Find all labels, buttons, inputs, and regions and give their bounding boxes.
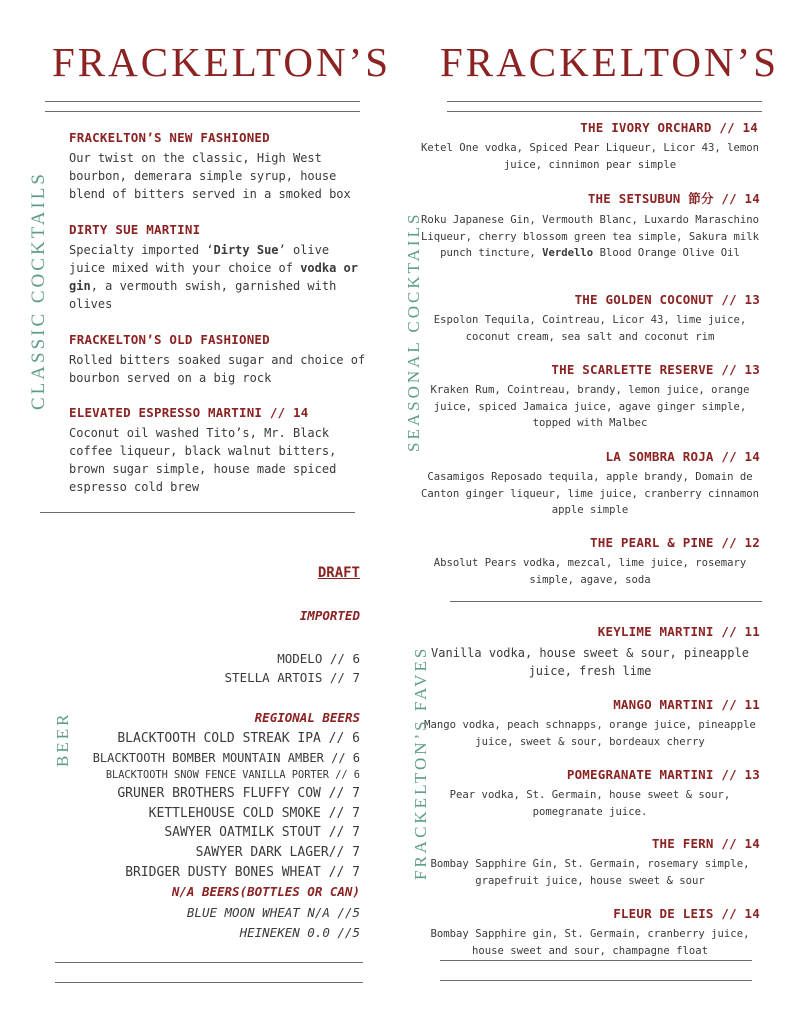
item-desc: Bombay Sapphire gin, St. Germain, cranberry juice, house sweet and sour, champagne float [430, 928, 750, 957]
menu-item [69, 332, 369, 387]
item-desc: Mango vodka, peach schnapps, orange juice, pineapple juice, sweet & sour, bordeaux cherry [424, 719, 756, 748]
beer-item: BLUE MOON WHEAT N/A //5 [186, 905, 360, 920]
item-name: LA SOMBRA ROJA // 14 [605, 449, 760, 464]
beer-item: BLACKTOOTH COLD STREAK IPA // 6 [117, 731, 360, 746]
menu-item [420, 697, 760, 750]
item-desc: Specialty imported ‘Dirty Sue’ olive juice mixed with your choice of vodka or gin, a vermouth swish, garnished with olives [69, 243, 358, 311]
divider [447, 101, 762, 102]
imported-heading: IMPORTED [299, 608, 360, 623]
item-name: ELEVATED ESPRESSO MARTINI // 14 [69, 405, 309, 420]
item-desc: Espolon Tequila, Cointreau, Licor 43, lime juice, coconut cream, sea salt and coconut rim [433, 314, 747, 343]
item-name: MANGO MARTINI // 11 [613, 697, 760, 712]
item-name: THE SETSUBUN 節分 // 14 [587, 191, 760, 206]
section-label-faves: FRACKELTON’S FAVES [411, 645, 430, 880]
beer-item: BLACKTOOTH BOMBER MOUNTAIN AMBER // 6 [92, 751, 360, 765]
beer-item: KETTLEHOUSE COLD SMOKE // 7 [148, 806, 360, 821]
menu-item [420, 189, 760, 262]
divider [440, 980, 752, 981]
item-name: THE IVORY ORCHARD // 14 [580, 120, 758, 135]
item-desc: Our twist on the classic, High West bourbon, demerara simple syrup, house blend of bitters served in a smoked box [69, 151, 351, 201]
menu-item [420, 120, 760, 173]
menu-item [420, 836, 760, 889]
na-heading: N/A BEERS(BOTTLES OR CAN) [171, 884, 360, 899]
menu-item [420, 535, 760, 588]
menu-item [420, 624, 760, 680]
item-desc: Rolled bitters soaked sugar and choice of bourbon served on a big rock [69, 353, 366, 385]
menu-item [420, 292, 760, 345]
item-desc: Pear vodka, St. Germain, house sweet & sour, pomegranate juice. [449, 789, 731, 818]
beer-item: HEINEKEN 0.0 //5 [239, 925, 360, 940]
beer-item: SAWYER DARK LAGER// 7 [195, 845, 360, 860]
item-name: THE PEARL & PINE // 12 [590, 535, 760, 550]
menu-item [420, 449, 760, 519]
item-name: THE GOLDEN COCONUT // 13 [574, 292, 760, 307]
item-desc: Bombay Sapphire Gin, St. Germain, rosemary simple, grapefruit juice, house sweet & sour [430, 858, 750, 887]
divider [440, 960, 752, 961]
item-desc: Kraken Rum, Cointreau, brandy, lemon juice, orange juice, spiced Jamaica juice, agave ginger simple, topped with Malbec [430, 384, 750, 429]
right-title: FRACKELTON’S [440, 39, 780, 85]
item-name: THE SCARLETTE RESERVE // 13 [551, 362, 760, 377]
item-desc: Ketel One vodka, Spiced Pear Liqueur, Licor 43, lemon juice, cinnimon pear simple [420, 142, 760, 171]
item-desc: Absolut Pears vodka, mezcal, lime juice, rosemary simple, agave, soda [433, 557, 747, 586]
item-name: KEYLIME MARTINI // 11 [597, 624, 760, 639]
section-label-seasonal: SEASONAL COCKTAILS [404, 211, 423, 452]
divider [55, 962, 363, 963]
regional-heading: REGIONAL BEERS [254, 710, 360, 725]
item-name: FRACKELTON’S NEW FASHIONED [69, 130, 270, 145]
divider [45, 101, 360, 102]
menu-item [69, 222, 369, 313]
item-desc: Roku Japanese Gin, Vermouth Blanc, Luxardo Maraschino Liqueur, cherry blossom green tea simple, Sakura milk punch tincture, Verdello Blood Orange Olive Oil [420, 214, 760, 259]
menu-item [69, 405, 369, 496]
draft-heading: DRAFT [317, 565, 360, 581]
beer-item: SAWYER OATMILK STOUT // 7 [164, 825, 360, 840]
beer-item: STELLA ARTOIS // 7 [224, 670, 360, 685]
item-desc: Vanilla vodka, house sweet & sour, pineapple juice, fresh lime [431, 646, 749, 678]
item-name: FLEUR DE LEIS // 14 [613, 906, 760, 921]
item-name: POMEGRANATE MARTINI // 13 [566, 767, 760, 782]
beer-item: GRUNER BROTHERS FLUFFY COW // 7 [117, 786, 360, 801]
divider [55, 982, 363, 983]
divider [45, 111, 360, 112]
divider [447, 111, 762, 112]
divider [450, 601, 762, 602]
item-name: DIRTY SUE MARTINI [69, 222, 201, 237]
menu-item [69, 130, 369, 203]
menu-item [420, 362, 760, 432]
menu-item [420, 906, 760, 959]
beer-item: MODELO // 6 [277, 651, 360, 666]
section-label-classic: CLASSIC COCKTAILS [28, 171, 49, 410]
left-title: FRACKELTON’S [52, 39, 392, 85]
divider [40, 512, 355, 513]
beer-item: BRIDGER DUSTY BONES WHEAT // 7 [125, 865, 360, 880]
item-desc: Coconut oil washed Tito’s, Mr. Black coffee liqueur, black walnut bitters, brown sugar simple, house made spiced espresso cold brew [69, 426, 337, 494]
menu-item [420, 767, 760, 820]
item-desc: Casamigos Reposado tequila, apple brandy, Domain de Canton ginger liqueur, lime juice, cranberry cinnamon apple simple [420, 471, 760, 516]
item-name: FRACKELTON’S OLD FASHIONED [69, 332, 270, 347]
section-label-beer: BEER [53, 711, 72, 767]
beer-item: BLACKTOOTH SNOW FENCE VANILLA PORTER // 6 [105, 769, 360, 781]
item-name: THE FERN // 14 [651, 836, 760, 851]
